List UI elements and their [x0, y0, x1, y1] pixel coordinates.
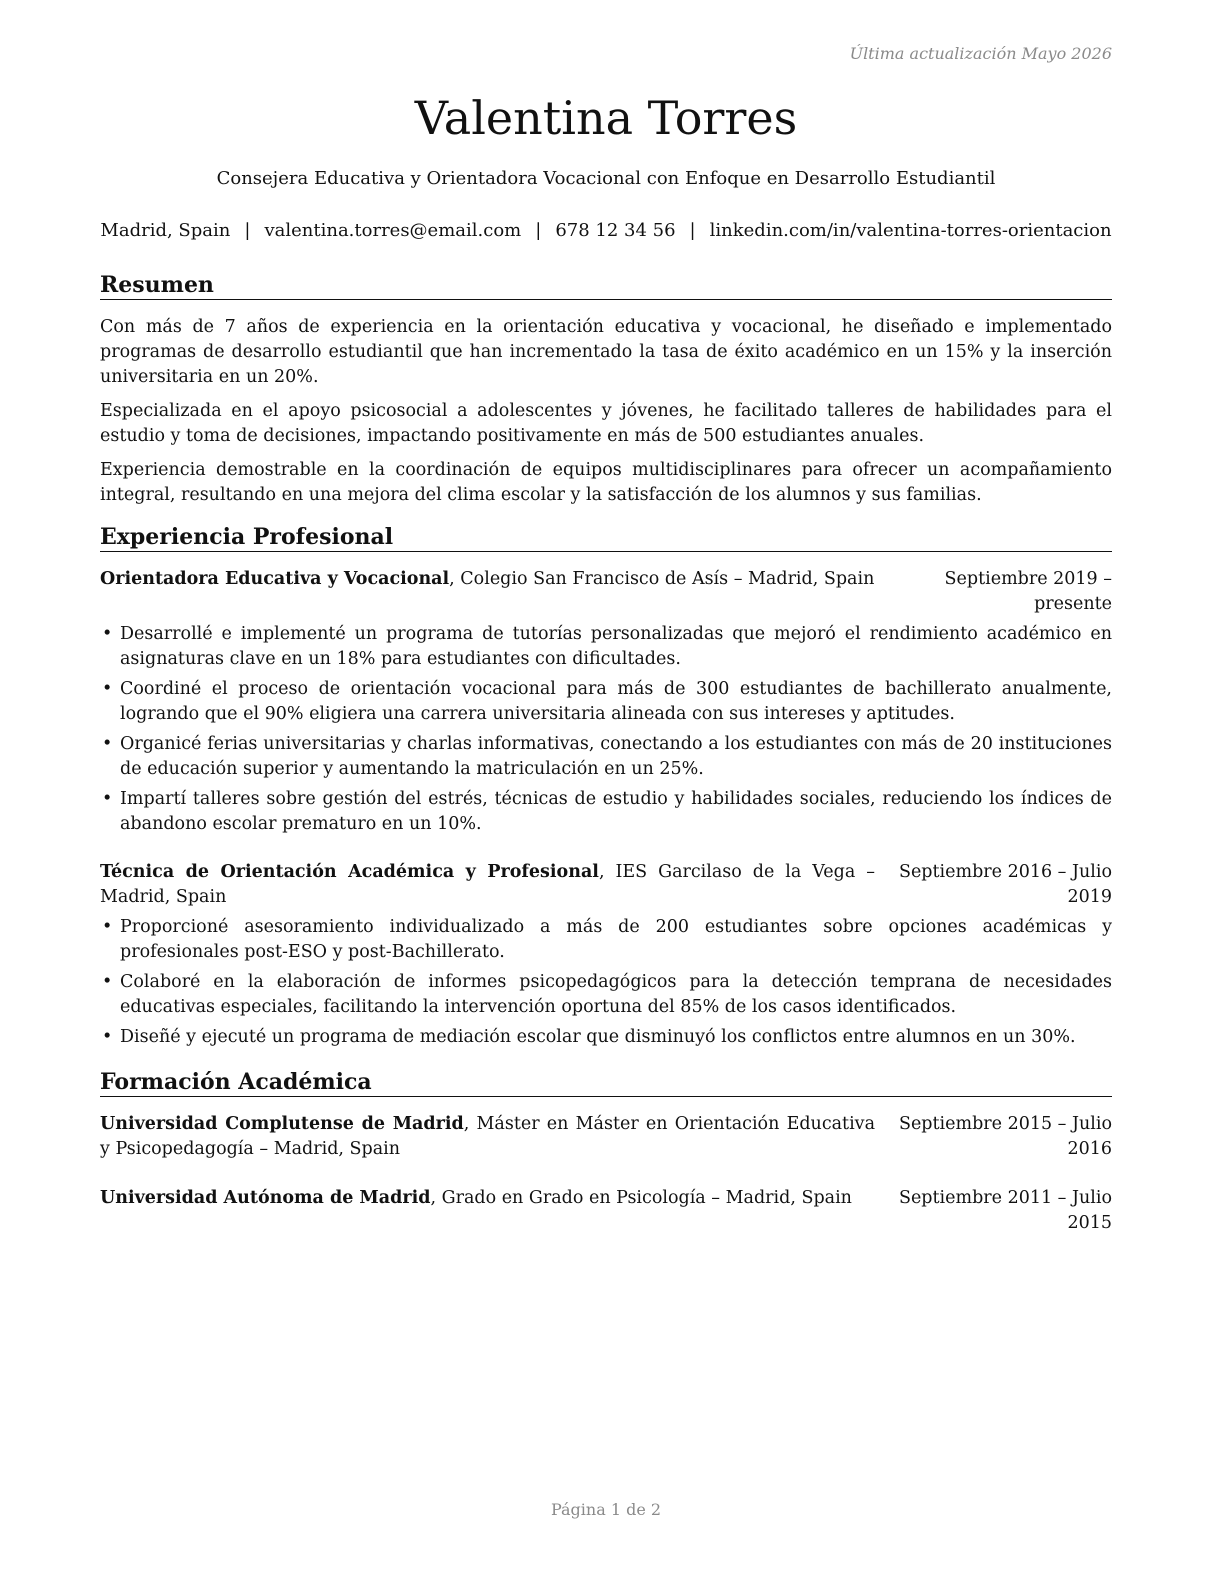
- contact-linkedin[interactable]: linkedin.com/in/valentina-torres-orientacion: [709, 220, 1112, 241]
- job-organization: , IES Garcilaso de la Vega – Madrid, Spain: [100, 862, 875, 907]
- education-institution: Universidad Complutense de Madrid: [100, 1114, 464, 1134]
- job-header: [100, 567, 1112, 614]
- list-item: • Impartí talleres sobre gestión del estrés, técnicas de estudio y habilidades sociales, reduciendo los índices de abandono escolar prematuro en un 10%.: [100, 787, 1112, 837]
- education-entry: [100, 1186, 1112, 1233]
- list-item: • Colaboré en la elaboración de informes psicopedagógicos para la detección temprana de necesidades educativas especiales, facilitando la intervención oportuna del 85% de los casos identificados.: [100, 970, 1112, 1020]
- job-dates: Septiembre 2016 – Julio 2019: [898, 862, 1112, 907]
- summary-paragraph: Especializada en el apoyo psicosocial a adolescentes y jóvenes, he facilitado talleres de habilidades para el estudio y toma de decisiones, impactando positivamente en más de 500 estudiantes anuales.: [100, 401, 1112, 446]
- education-detail: , Máster en Máster en Orientación Educativa y Psicopedagogía – Madrid, Spain: [100, 1114, 875, 1159]
- job-bullets: [100, 622, 1112, 842]
- section-title-education: Formación Académica: [100, 1068, 1112, 1097]
- page-number: Página 1 de 2: [550, 1500, 662, 1519]
- education-dates: Septiembre 2011 – Julio 2015: [898, 1188, 1112, 1233]
- contact-separator: |: [535, 220, 542, 241]
- contact-separator: |: [689, 220, 696, 241]
- contact-phone: 678 12 34 56: [555, 220, 676, 241]
- resume-page: [100, 0, 1112, 1584]
- job-bullets: [100, 915, 1112, 1055]
- tagline: Consejera Educativa y Orientadora Vocacional con Enfoque en Desarrollo Estudiantil: [216, 168, 996, 189]
- education-entry: [100, 1112, 1112, 1162]
- job-role: Técnica de Orientación Académica y Profesional: [100, 862, 599, 882]
- list-item: • Proporcioné asesoramiento individualizado a más de 200 estudiantes sobre opciones académicas y profesionales post-ESO y post-Bachillerato.: [100, 915, 1112, 965]
- contact-separator: |: [244, 220, 251, 241]
- summary-paragraph: Experiencia demostrable en la coordinación de equipos multidisciplinares para ofrecer un acompañamiento integral, resultando en una mejora del clima escolar y la satisfacción de los alumnos y sus familias.: [100, 460, 1112, 505]
- job-header: [100, 860, 1112, 910]
- last-updated: Última actualización Mayo 2026: [849, 44, 1112, 63]
- section-title-experience: Experiencia Profesional: [100, 523, 1112, 552]
- list-item: • Desarrollé e implementé un programa de tutorías personalizadas que mejoró el rendimiento académico en asignaturas clave en un 18% para estudiantes con dificultades.: [100, 622, 1112, 672]
- list-item: • Coordiné el proceso de orientación vocacional para más de 300 estudiantes de bachillerato anualmente, logrando que el 90% eligiera una carrera universitaria alineada con sus intereses y aptitudes.: [100, 677, 1112, 727]
- education-institution: Universidad Autónoma de Madrid: [100, 1188, 431, 1208]
- summary-paragraph: Con más de 7 años de experiencia en la orientación educativa y vocacional, he diseñado e implementado programas de desarrollo estudiantil que han incrementado la tasa de éxito académico en un 15% y la inserción universitaria en un 20%.: [100, 317, 1112, 387]
- candidate-name: Valentina Torres: [414, 91, 798, 145]
- section-title-summary: Resumen: [100, 271, 1112, 300]
- contact-email[interactable]: valentina.torres@email.com: [264, 220, 522, 241]
- contact-line: [100, 219, 1112, 243]
- list-item: • Diseñé y ejecuté un programa de mediación escolar que disminuyó los conflictos entre alumnos en un 30%.: [100, 1025, 1112, 1050]
- job-organization: , Colegio San Francisco de Asís – Madrid, Spain: [449, 569, 875, 589]
- job-dates: Septiembre 2019 – presente: [944, 569, 1112, 614]
- list-item: • Organicé ferias universitarias y charlas informativas, conectando a los estudiantes con más de 20 instituciones de educación superior y aumentando la matriculación en un 25%.: [100, 732, 1112, 782]
- education-dates: Septiembre 2015 – Julio 2016: [898, 1114, 1112, 1159]
- education-detail: , Grado en Grado en Psicología – Madrid, Spain: [430, 1188, 852, 1208]
- job-role: Orientadora Educativa y Vocacional: [100, 569, 450, 589]
- contact-location: Madrid, Spain: [100, 220, 231, 241]
